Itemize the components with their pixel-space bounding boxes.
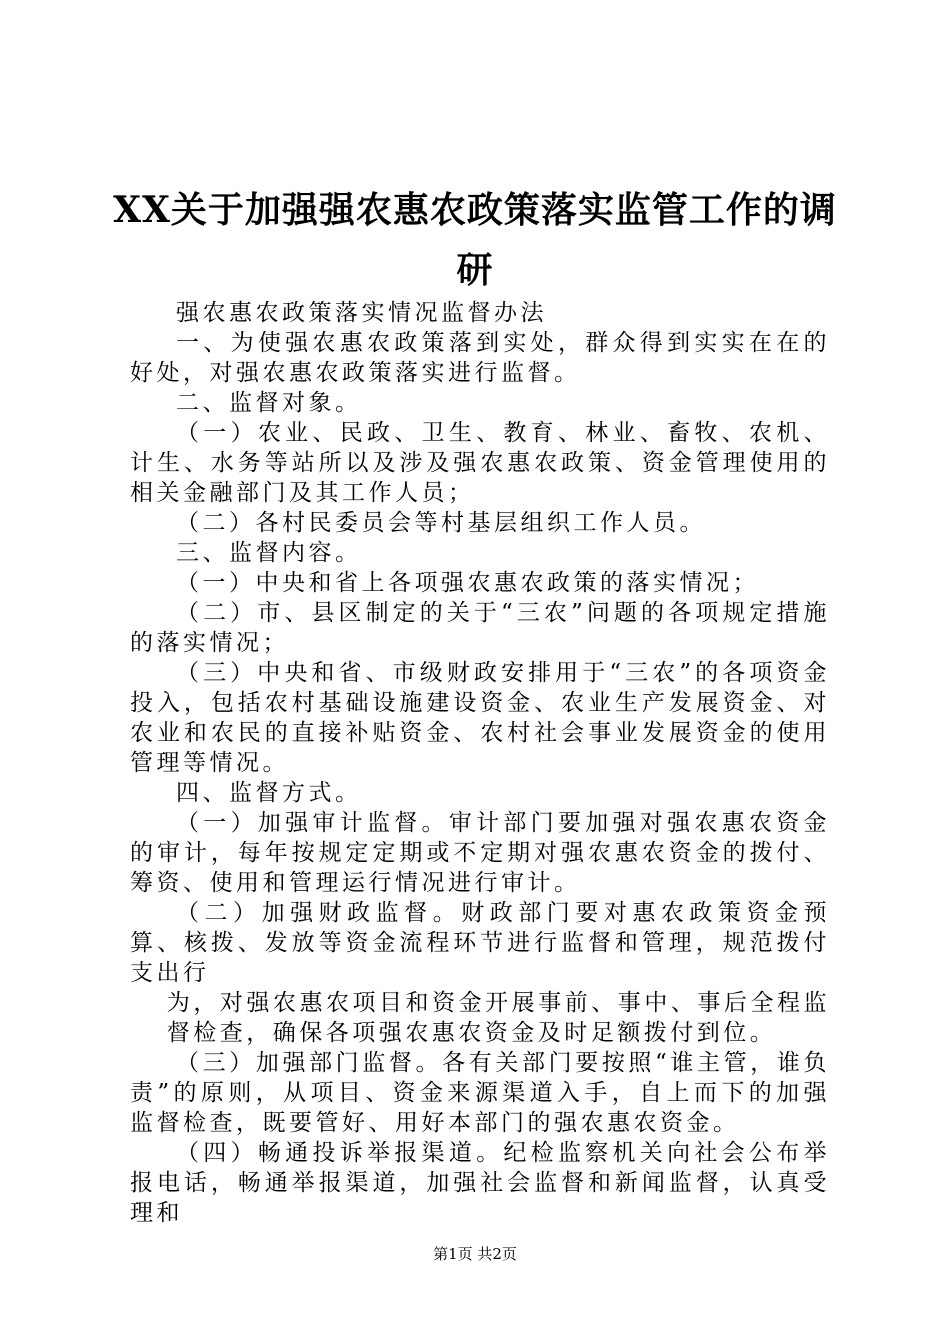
- paragraph: （一）农业、民政、卫生、教育、林业、畜牧、农机、计生、水务等站所以及涉及强农惠农政策、资金管理使用的相关金融部门及其工作人员；: [130, 420, 830, 506]
- paragraph: （二）各村民委员会等村基层组织工作人员。: [176, 510, 706, 536]
- section-heading: 三、监督内容。: [176, 540, 362, 566]
- section-heading: 二、监督对象。: [176, 390, 362, 416]
- paragraph: （四）畅通投诉举报渠道。纪检监察机关向社会公布举报电话，畅通举报渠道，加强社会监督和新闻监督，认真受理和: [130, 1140, 830, 1226]
- paragraph: （一）加强审计监督。审计部门要加强对强农惠农资金的审计，每年按规定定期或不定期对强农惠农资金的拨付、筹资、使用和管理运行情况进行审计。: [130, 810, 830, 896]
- document-title-line-2: 研: [456, 249, 494, 291]
- paragraph: （二）加强财政监督。财政部门要对惠农政策资金预算、核拨、发放等资金流程环节进行监督和管理，规范拨付支出行: [130, 900, 830, 986]
- paragraph-subtitle: 强农惠农政策落实情况监督办法: [176, 300, 547, 326]
- page-footer: 第1页 共2页: [433, 1245, 517, 1263]
- paragraph: （三）中央和省、市级财政安排用于“三农”的各项资金投入，包括农村基础设施建设资金、农业生产发展资金、对农业和农民的直接补贴资金、农村社会事业发展资金的使用管理等情况。: [130, 660, 830, 776]
- section-heading: 四、监督方式。: [176, 780, 362, 806]
- document-title-line-1: XX关于加强强农惠农政策落实监管工作的调: [113, 189, 837, 231]
- paragraph: （一）中央和省上各项强农惠农政策的落实情况；: [176, 570, 759, 596]
- paragraph: 为，对强农惠农项目和资金开展事前、事中、事后全程监督检查，确保各项强农惠农资金及时足额拨付到位。: [166, 990, 830, 1046]
- paragraph: （三）加强部门监督。各有关部门要按照“谁主管，谁负责”的原则，从项目、资金来源渠道入手，自上而下的加强监督检查，既要管好、用好本部门的强农惠农资金。: [130, 1050, 830, 1136]
- paragraph: 一、为使强农惠农政策落到实处，群众得到实实在在的好处，对强农惠农政策落实进行监督。: [130, 330, 830, 386]
- paragraph: （二）市、县区制定的关于“三农”问题的各项规定措施的落实情况；: [130, 600, 830, 656]
- document-body: [130, 298, 830, 1228]
